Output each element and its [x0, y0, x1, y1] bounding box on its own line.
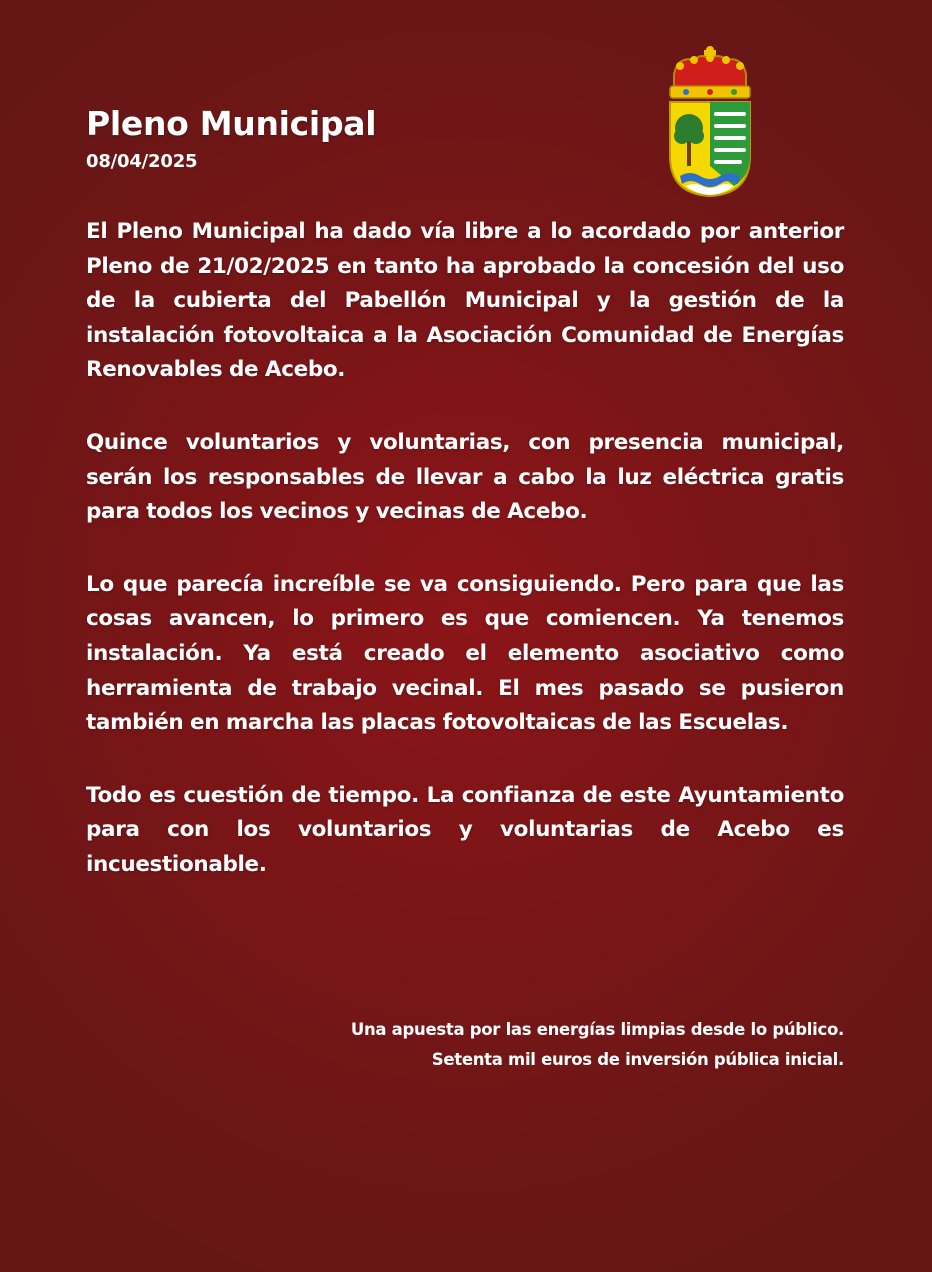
paragraph-progress: Lo que parecía increíble se va consiguiendo. Pero para que las cosas avancen, lo primero es que comiencen. Ya tenemos instalación. Ya está creado el elemento asociativo como herramienta de trabajo vecinal. El mes pasado se pusieron también en marcha las placas fotovoltaicas de las Escuelas. [86, 571, 844, 736]
paragraph-confidence: Todo es cuestión de tiempo. La confianza de este Ayuntamiento para con los voluntarios y voluntarias de Acebo es incuestionable. [86, 782, 844, 877]
shield-icon [670, 102, 750, 196]
footer-line-investment: Setenta mil euros de inversión pública inicial. [431, 1050, 844, 1069]
footer-line-clean-energy: Una apuesta por las energías limpias desde lo público. [350, 1020, 844, 1039]
crown-icon [670, 46, 750, 98]
announcement-body [86, 215, 844, 921]
footer-tagline [351, 1015, 844, 1075]
paragraph-volunteers: Quince voluntarios y voluntarias, con presencia municipal, serán los responsables de llevar a cabo la luz eléctrica gratis para todos los vecinos y vecinas de Acebo. [86, 429, 844, 525]
publication-date: 08/04/2025 [86, 151, 198, 172]
paragraph-approval: El Pleno Municipal ha dado vía libre a lo acordado por anterior Pleno de 21/02/2025 en tanto ha aprobado la concesión del uso de la cubierta del Pabellón Municipal y la gestión de la instalación fotovoltaica a la Asociación Comunidad de Energías Renovables de Acebo. [86, 219, 844, 383]
page-title: Pleno Municipal [86, 104, 377, 143]
coat-of-arms-icon [664, 44, 756, 198]
header [86, 104, 376, 174]
